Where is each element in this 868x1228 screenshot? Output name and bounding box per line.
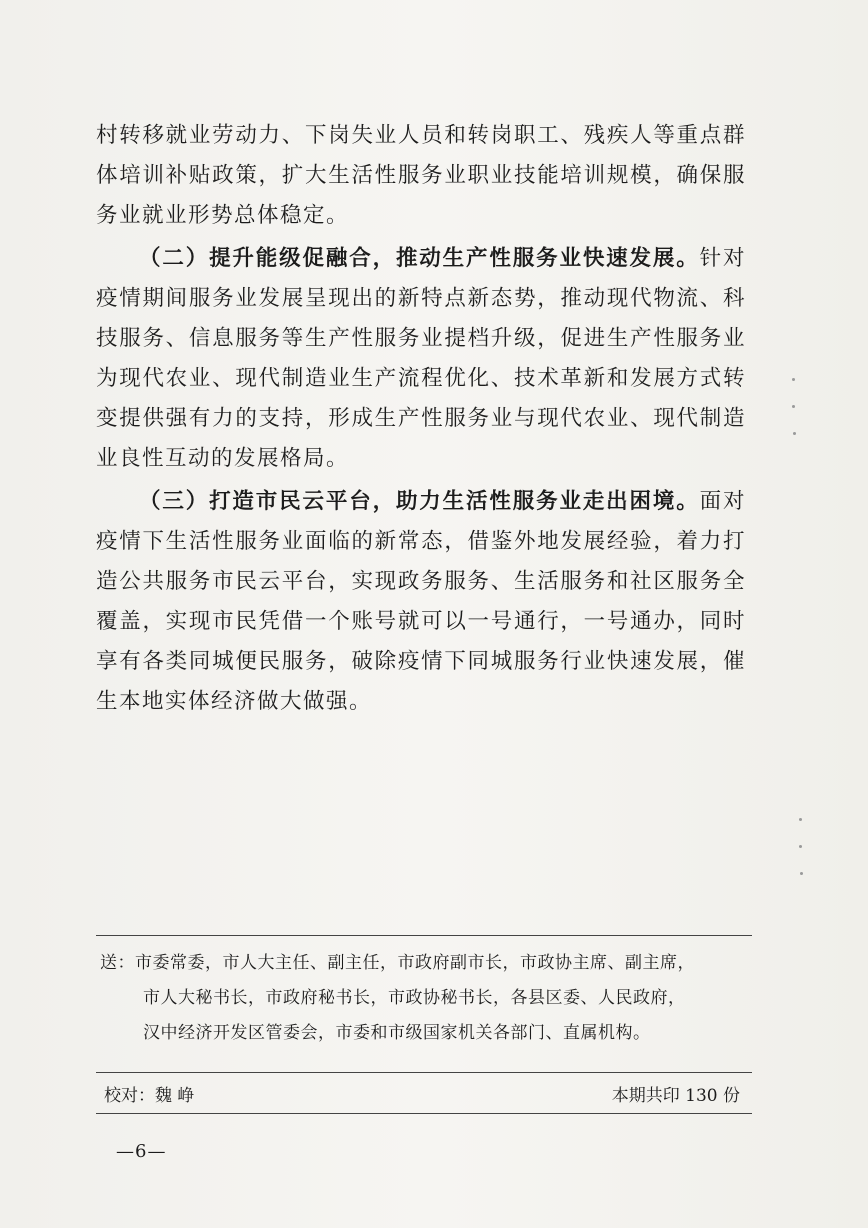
proofread-bottom-rule bbox=[96, 1113, 752, 1114]
distribution-list bbox=[100, 946, 752, 1051]
body-text bbox=[96, 116, 746, 725]
scan-mark bbox=[800, 872, 803, 875]
scan-mark bbox=[799, 818, 802, 821]
paragraph-3-heading: （三）打造市民云平台，助力生活性服务业走出困境。 bbox=[139, 489, 700, 514]
proofread-row bbox=[104, 1082, 740, 1110]
scan-mark bbox=[792, 405, 795, 408]
paragraph-2-text: 针对疫情期间服务业发展呈现出的新特点新态势，推动现代物流、科技服务、信息服务等生产性服务业提档升级，促进生产性服务业为现代农业、现代制造业生产流程优化、技术革新和发展方式转变提供强有力的支持，形成生产性服务业与现代农业、现代制造业良性互动的发展格局。 bbox=[96, 246, 746, 471]
paragraph-2-heading: （二）提升能级促融合，推动生产性服务业快速发展。 bbox=[139, 246, 700, 271]
paragraph-3-text: 面对疫情下生活性服务业面临的新常态，借鉴外地发展经验，着力打造公共服务市民云平台，实现政务服务、生活服务和社区服务全覆盖，实现市民凭借一个账号就可以一号通行，一号通办，同时享有各类同城便民服务，破除疫情下同城服务行业快速发展，催生本地实体经济做大做强。 bbox=[96, 489, 746, 714]
paragraph-2 bbox=[96, 239, 746, 479]
scan-mark bbox=[799, 845, 802, 848]
proofread-top-rule bbox=[96, 1072, 752, 1073]
proofreader: 校对：魏 峥 bbox=[104, 1086, 195, 1106]
scan-mark bbox=[792, 378, 795, 381]
print-copies: 本期共印 130 份 bbox=[611, 1086, 740, 1106]
paragraph-1-text: 村转移就业劳动力、下岗失业人员和转岗职工、残疾人等重点群体培训补贴政策，扩大生活性服务业职业技能培训规模，确保服务业就业形势总体稳定。 bbox=[96, 123, 746, 228]
distribution-line-2: 市人大秘书长，市政府秘书长，市政协秘书长，各县区委、人民政府， bbox=[143, 988, 686, 1008]
scan-mark bbox=[793, 432, 796, 435]
distribution-top-rule bbox=[96, 935, 752, 936]
distribution-line-3: 汉中经济开发区管委会，市委和市级国家机关各部门、直属机构。 bbox=[143, 1023, 651, 1043]
paragraph-3 bbox=[96, 482, 746, 722]
distribution-line-1: 送：市委常委，市人大主任、副主任，市政府副市长，市政协主席、副主席， bbox=[100, 953, 695, 973]
paragraph-1 bbox=[96, 116, 746, 236]
page-number: —6— bbox=[116, 1141, 167, 1162]
